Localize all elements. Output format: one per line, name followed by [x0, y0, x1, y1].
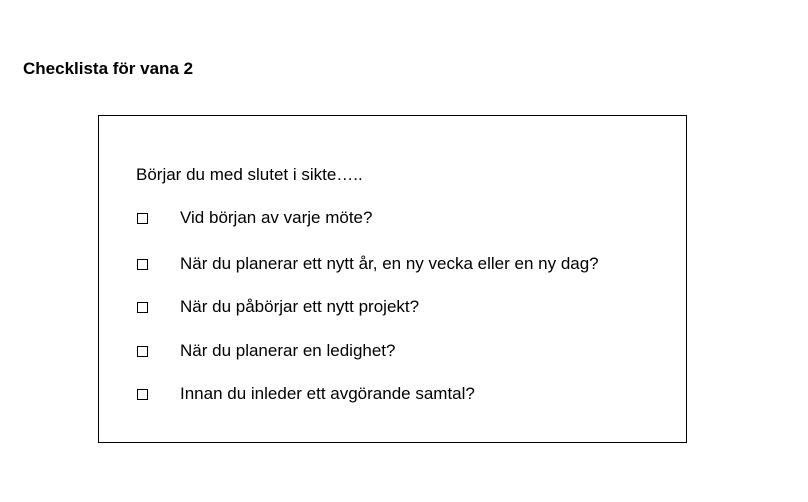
checklist-item-label: När du påbörjar ett nytt projekt? [180, 297, 420, 316]
checklist-item-label: Vid början av varje möte? [180, 208, 373, 227]
checklist-item [137, 254, 599, 274]
checklist-item [137, 297, 419, 317]
checkbox[interactable] [137, 259, 148, 270]
page-title: Checklista för vana 2 [23, 59, 194, 78]
checklist-item-label: När du planerar en ledighet? [180, 341, 396, 360]
checklist-intro: Börjar du med slutet i sikte….. [136, 165, 363, 184]
checklist-item-label: När du planerar ett nytt år, en ny vecka eller en ny dag? [180, 254, 599, 273]
checkbox[interactable] [137, 302, 148, 313]
checklist-box [98, 115, 687, 443]
checklist-item [137, 208, 372, 228]
checkbox[interactable] [137, 213, 148, 224]
checklist-item-label: Innan du inleder ett avgörande samtal? [180, 384, 475, 403]
checkbox[interactable] [137, 346, 148, 357]
checkbox[interactable] [137, 389, 148, 400]
checklist-item [137, 384, 475, 404]
checklist-item [137, 341, 395, 361]
